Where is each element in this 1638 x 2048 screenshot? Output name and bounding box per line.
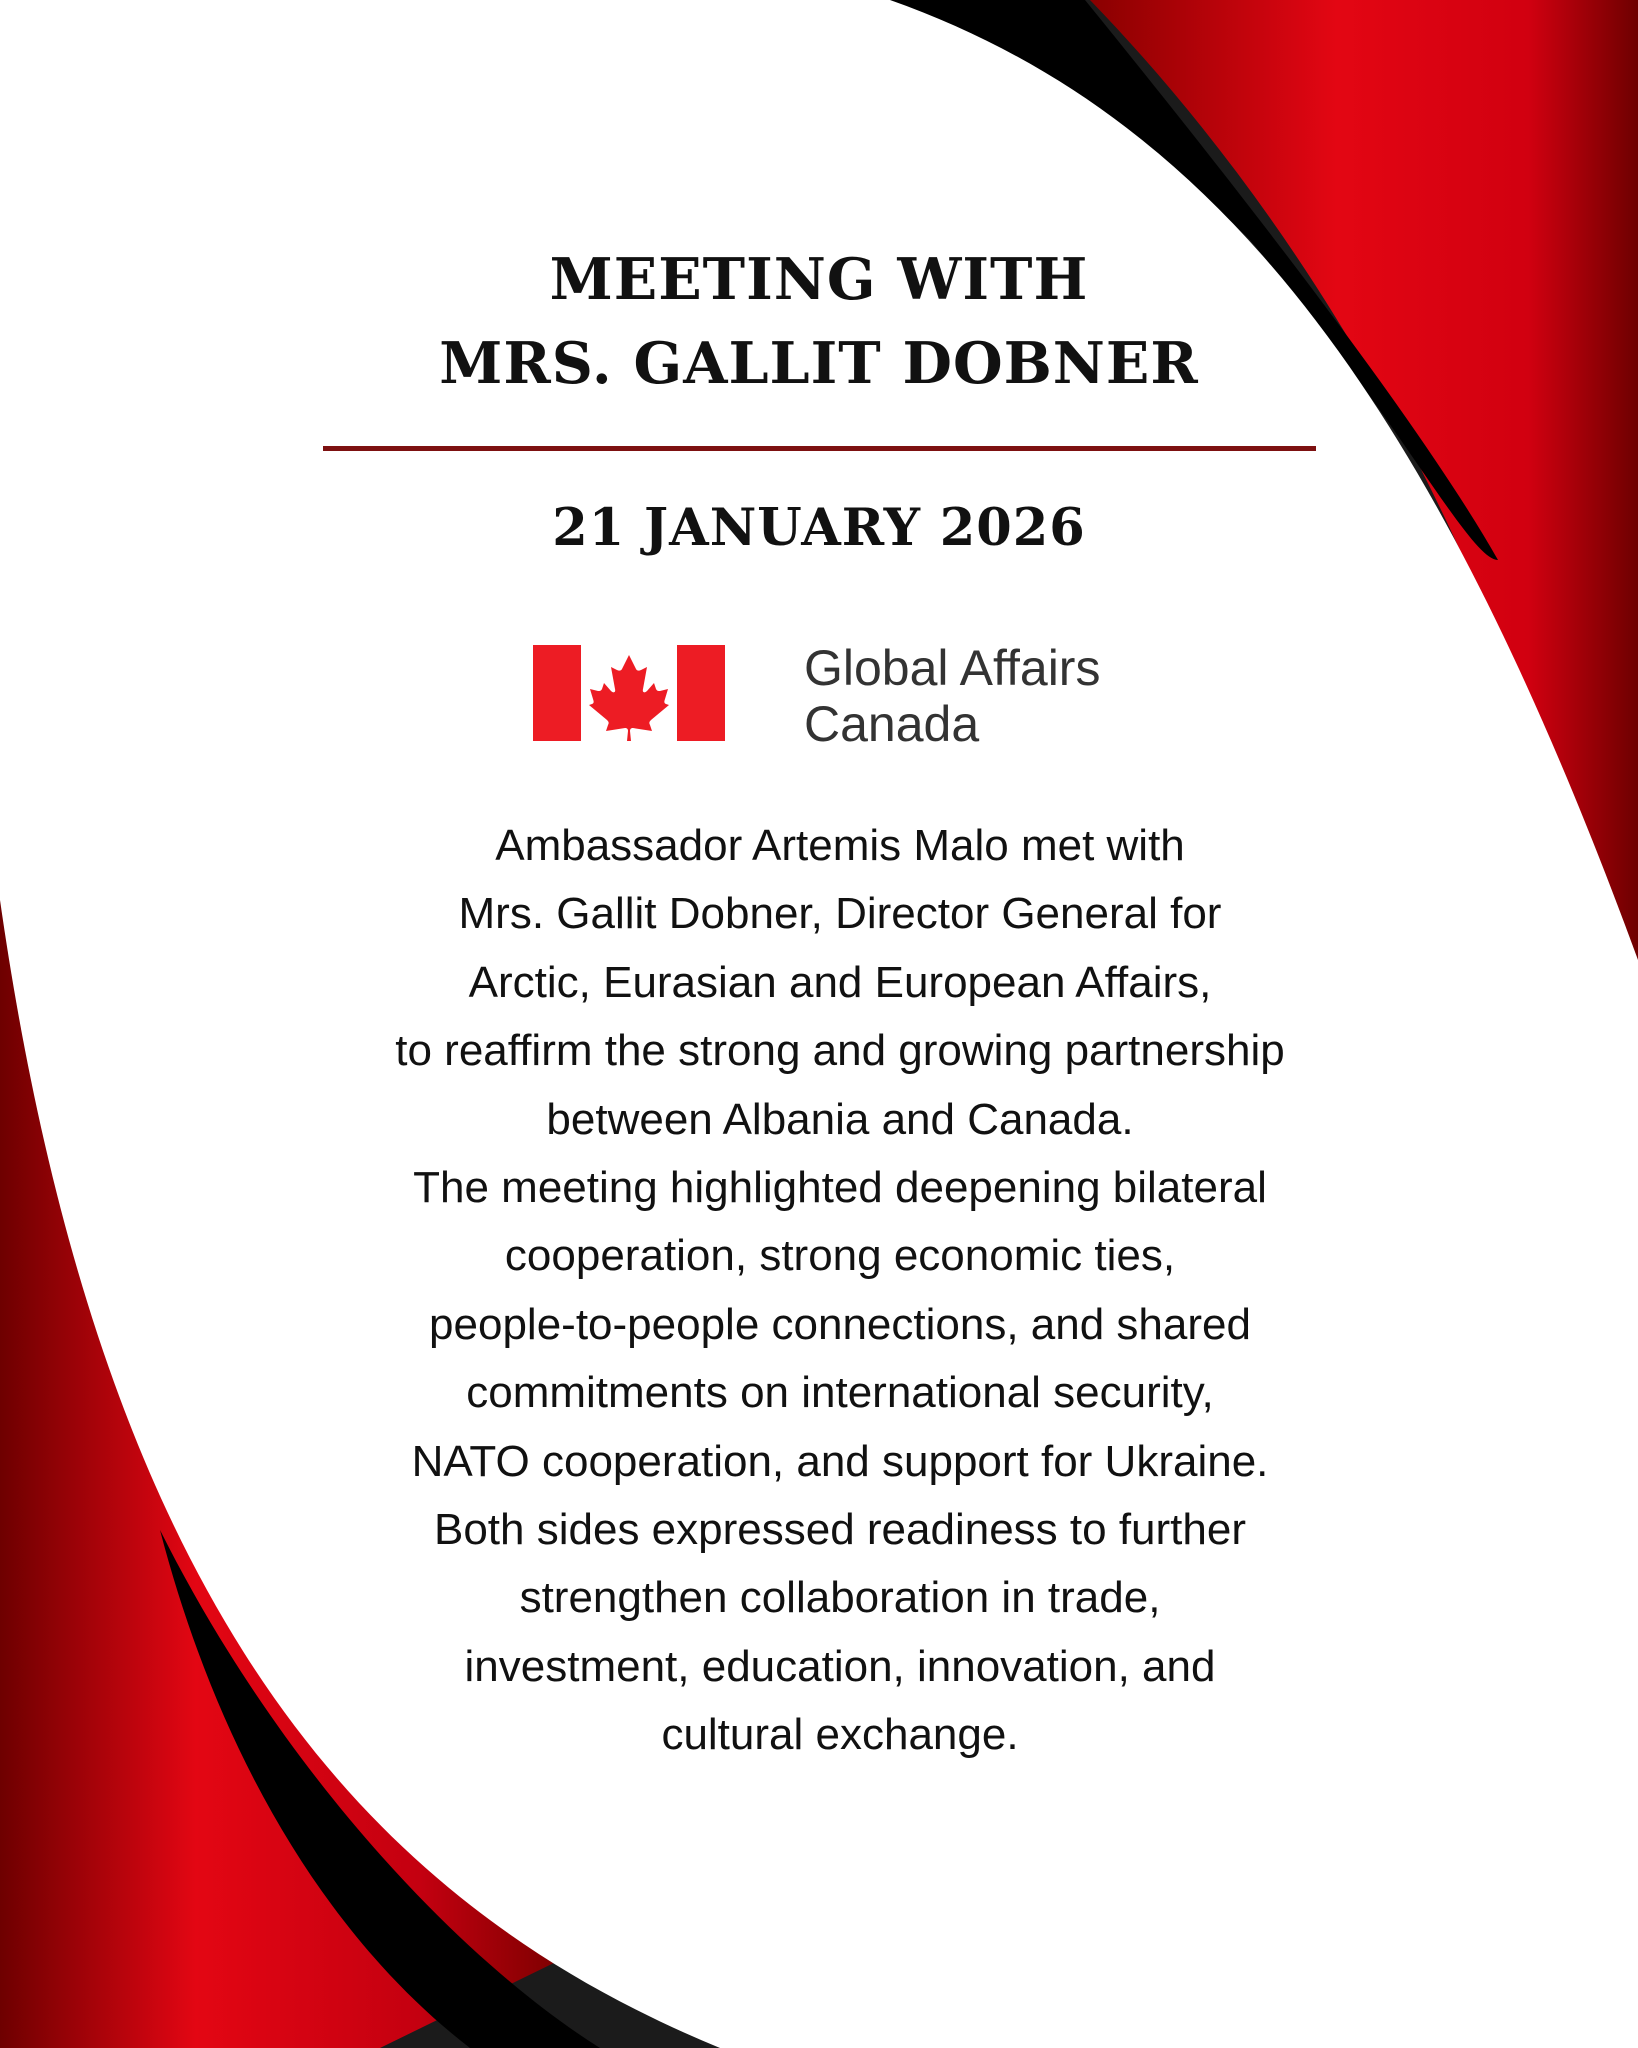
logo-text-line-1: Global Affairs xyxy=(804,640,1101,696)
body-line: Ambassador Artemis Malo met with xyxy=(495,821,1185,870)
body-line: strengthen collaboration in trade, xyxy=(519,1573,1161,1623)
body-line: investment, education, innovation, and xyxy=(464,1641,1216,1691)
logo-text-line-2: Canada xyxy=(804,696,980,752)
body-text xyxy=(300,812,1380,1770)
canada-flag-icon xyxy=(533,645,725,741)
title-line-1: MEETING WITH xyxy=(549,246,1089,313)
meeting-date: 21 JANUARY 2026 xyxy=(552,498,1086,558)
body-line: NATO cooperation, and support for Ukraine. xyxy=(411,1436,1269,1486)
title-line-2: MRS. GALLIT DOBNER xyxy=(439,330,1199,397)
body-line: between Albania and Canada. xyxy=(546,1094,1134,1144)
global-affairs-canada-logo xyxy=(533,640,1133,750)
body-line: cultural exchange. xyxy=(661,1710,1019,1760)
body-line: commitments on international security, xyxy=(466,1368,1214,1418)
body-line: The meeting highlighted deepening bilateral xyxy=(413,1163,1267,1213)
body-line: people-to-people connections, and shared xyxy=(429,1299,1251,1349)
body-line: Arctic, Eurasian and European Affairs, xyxy=(468,957,1212,1007)
body-line: Both sides expressed readiness to further xyxy=(433,1505,1246,1555)
title-divider xyxy=(323,446,1316,451)
body-line: Mrs. Gallit Dobner, Director General for xyxy=(458,889,1222,939)
body-line: cooperation, strong economic ties, xyxy=(504,1231,1176,1281)
body-line: to reaffirm the strong and growing partnership xyxy=(395,1026,1285,1076)
